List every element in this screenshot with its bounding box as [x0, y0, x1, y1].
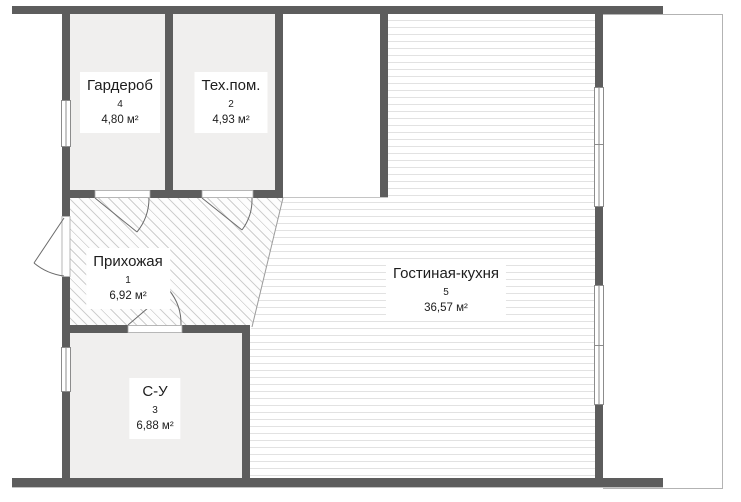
room-name: Прихожая	[93, 253, 163, 270]
room-name: С-У	[142, 383, 168, 400]
room-area: 4,93 м²	[212, 114, 250, 126]
room-label-hallway	[86, 248, 170, 309]
room-name: Тех.пом.	[201, 77, 261, 94]
room-number: 4	[117, 99, 123, 110]
room-area: 6,88 м²	[136, 420, 174, 432]
window-wardrobe	[62, 101, 71, 147]
room-label-bathroom	[129, 378, 180, 439]
room-number: 5	[443, 287, 449, 298]
room-area: 4,80 м²	[101, 114, 139, 126]
room-name: Гостиная-кухня	[392, 265, 500, 282]
door-wardrobe	[95, 191, 150, 233]
room-area: 6,92 м²	[109, 290, 147, 302]
door-entrance	[34, 217, 70, 277]
room-label-living	[386, 260, 506, 321]
window-bathroom	[62, 348, 71, 392]
window-living-1	[595, 88, 604, 207]
room-area: 36,57 м²	[424, 302, 468, 314]
window-living-2	[595, 286, 604, 405]
room-number: 3	[152, 405, 158, 416]
room-name: Гардероб	[87, 77, 153, 94]
hallway-living-boundary	[252, 198, 388, 328]
room-number: 1	[125, 275, 131, 286]
room-number: 2	[228, 99, 234, 110]
door-tech	[202, 191, 253, 231]
room-label-wardrobe	[80, 72, 160, 133]
room-label-tech	[195, 72, 268, 133]
